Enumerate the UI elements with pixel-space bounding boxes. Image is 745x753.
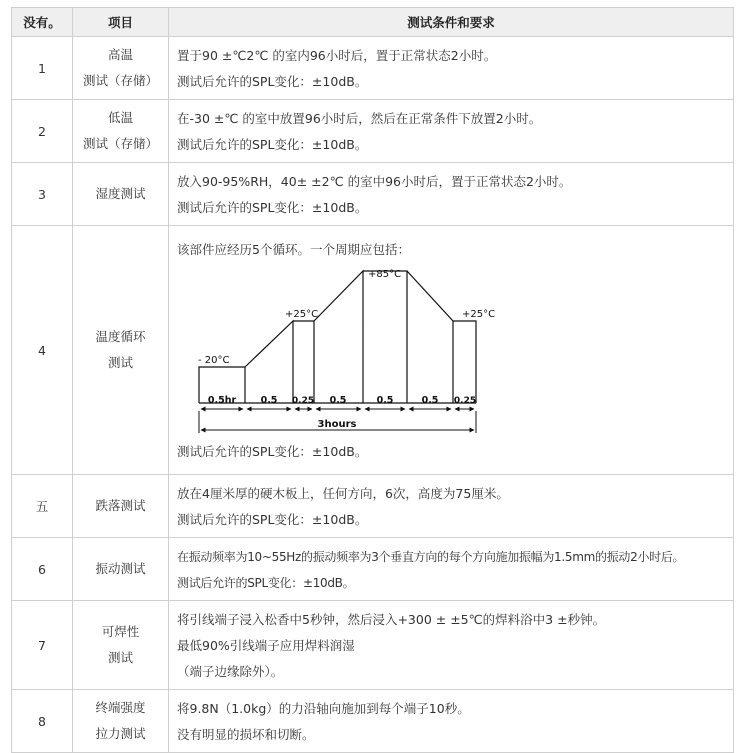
item-line: 可焊性 <box>101 624 140 639</box>
row-number: 2 <box>12 100 73 163</box>
req-line: 测试后允许的SPL变化：±10dB。 <box>177 512 368 527</box>
row-number: 4 <box>12 226 73 475</box>
item-line: 低温 <box>107 110 133 125</box>
test-conditions-table <box>11 7 734 753</box>
item-line: 湿度测试 <box>95 186 146 201</box>
table-header-row <box>12 8 734 37</box>
label-minus20: - 20°C <box>198 355 230 366</box>
row-item <box>73 690 169 753</box>
row-item <box>73 163 169 226</box>
req-line: （端子边缘除外）。 <box>177 664 284 679</box>
row-number: 6 <box>12 538 73 601</box>
row-item <box>73 100 169 163</box>
row-item <box>73 601 169 690</box>
req-line: 该部件应经历5个循环。一个周期应包括： <box>177 242 410 257</box>
req-line: 置于90 ±℃2℃ 的室内96小时后，置于正常状态2小时。 <box>177 48 497 63</box>
label-plus25-b: +25°C <box>462 309 496 320</box>
item-line: 测试（存储） <box>82 136 158 151</box>
row-requirements <box>169 37 734 100</box>
profile-line <box>199 271 476 403</box>
row-number: 五 <box>12 475 73 538</box>
req-line: 放入90-95%RH，40± ±2℃ 的室中96小时后，置于正常状态2小时。 <box>177 174 572 189</box>
temperature-cycle-diagram <box>191 267 496 437</box>
row-requirements <box>169 690 734 753</box>
table-row <box>12 100 734 163</box>
row-number: 8 <box>12 690 73 753</box>
item-line: 终端强度 <box>95 700 146 715</box>
item-line: 拉力测试 <box>95 726 146 741</box>
segment-label: 0.5 <box>260 395 278 406</box>
row-requirements <box>169 100 734 163</box>
row-item <box>73 226 169 475</box>
row-item <box>73 37 169 100</box>
table-row <box>12 37 734 100</box>
table-row <box>12 475 734 538</box>
req-line: 最低90%引线端子应用焊料润湿 <box>177 638 355 653</box>
item-line: 高温 <box>107 47 133 62</box>
item-line: 测试 <box>107 650 133 665</box>
req-line: 测试后允许的SPL变化：±10dB。 <box>177 200 368 215</box>
segment-label: 0.5 <box>421 395 439 406</box>
req-line: 测试后允许的SPL变化：±10dB。 <box>177 576 355 590</box>
segment-label: 0.25 <box>291 396 315 406</box>
row-number: 1 <box>12 37 73 100</box>
item-line: 测试（存储） <box>82 73 158 88</box>
req-line: 将9.8N（1.0kg）的力沿轴向施加到每个端子10秒。 <box>177 701 470 716</box>
item-line: 振动测试 <box>95 561 146 576</box>
row-number: 3 <box>12 163 73 226</box>
header-no: 没有。 <box>12 8 73 37</box>
row-requirements <box>169 601 734 690</box>
row-requirements <box>169 538 734 601</box>
segment-label: 0.5 <box>329 395 347 406</box>
segment-label: 0.5hr <box>207 395 237 406</box>
label-plus85: +85°C <box>368 269 402 280</box>
table-row <box>12 163 734 226</box>
header-requirements: 测试条件和要求 <box>169 8 734 37</box>
row-item <box>73 475 169 538</box>
req-line: 测试后允许的SPL变化：±10dB。 <box>177 74 368 89</box>
item-line: 温度循环 <box>95 329 146 344</box>
table-row <box>12 690 734 753</box>
req-line: 将引线端子浸入松香中5秒钟，然后浸入+300 ± ±5℃的焊料浴中3 ±秒钟。 <box>177 612 606 627</box>
row-item <box>73 538 169 601</box>
row-requirements <box>169 475 734 538</box>
req-line: 在振动频率为10~55Hz的振动频率为3个垂直方向的每个方向施加振幅为1.5mm的振动2小时后。 <box>177 550 685 564</box>
total-label: 3hours <box>317 419 357 430</box>
item-line: 跌落测试 <box>95 498 146 513</box>
req-line: 在-30 ±℃ 的室中放置96小时后，然后在正常条件下放置2小时。 <box>177 111 542 126</box>
item-line: 测试 <box>107 355 133 370</box>
table-row <box>12 601 734 690</box>
header-item: 项目 <box>73 8 169 37</box>
row-number: 7 <box>12 601 73 690</box>
req-line: 测试后允许的SPL变化：±10dB。 <box>177 444 368 459</box>
segment-label: 0.25 <box>453 396 477 406</box>
row-requirements <box>169 226 734 475</box>
table-row <box>12 538 734 601</box>
label-plus25-a: +25°C <box>285 309 319 320</box>
req-line: 测试后允许的SPL变化：±10dB。 <box>177 137 368 152</box>
req-line: 没有明显的损坏和切断。 <box>177 727 315 742</box>
table-row <box>12 226 734 475</box>
row-requirements <box>169 163 734 226</box>
segment-label: 0.5 <box>376 395 394 406</box>
req-line: 放在4厘米厚的硬木板上，任何方向，6次，高度为75厘米。 <box>177 486 509 501</box>
